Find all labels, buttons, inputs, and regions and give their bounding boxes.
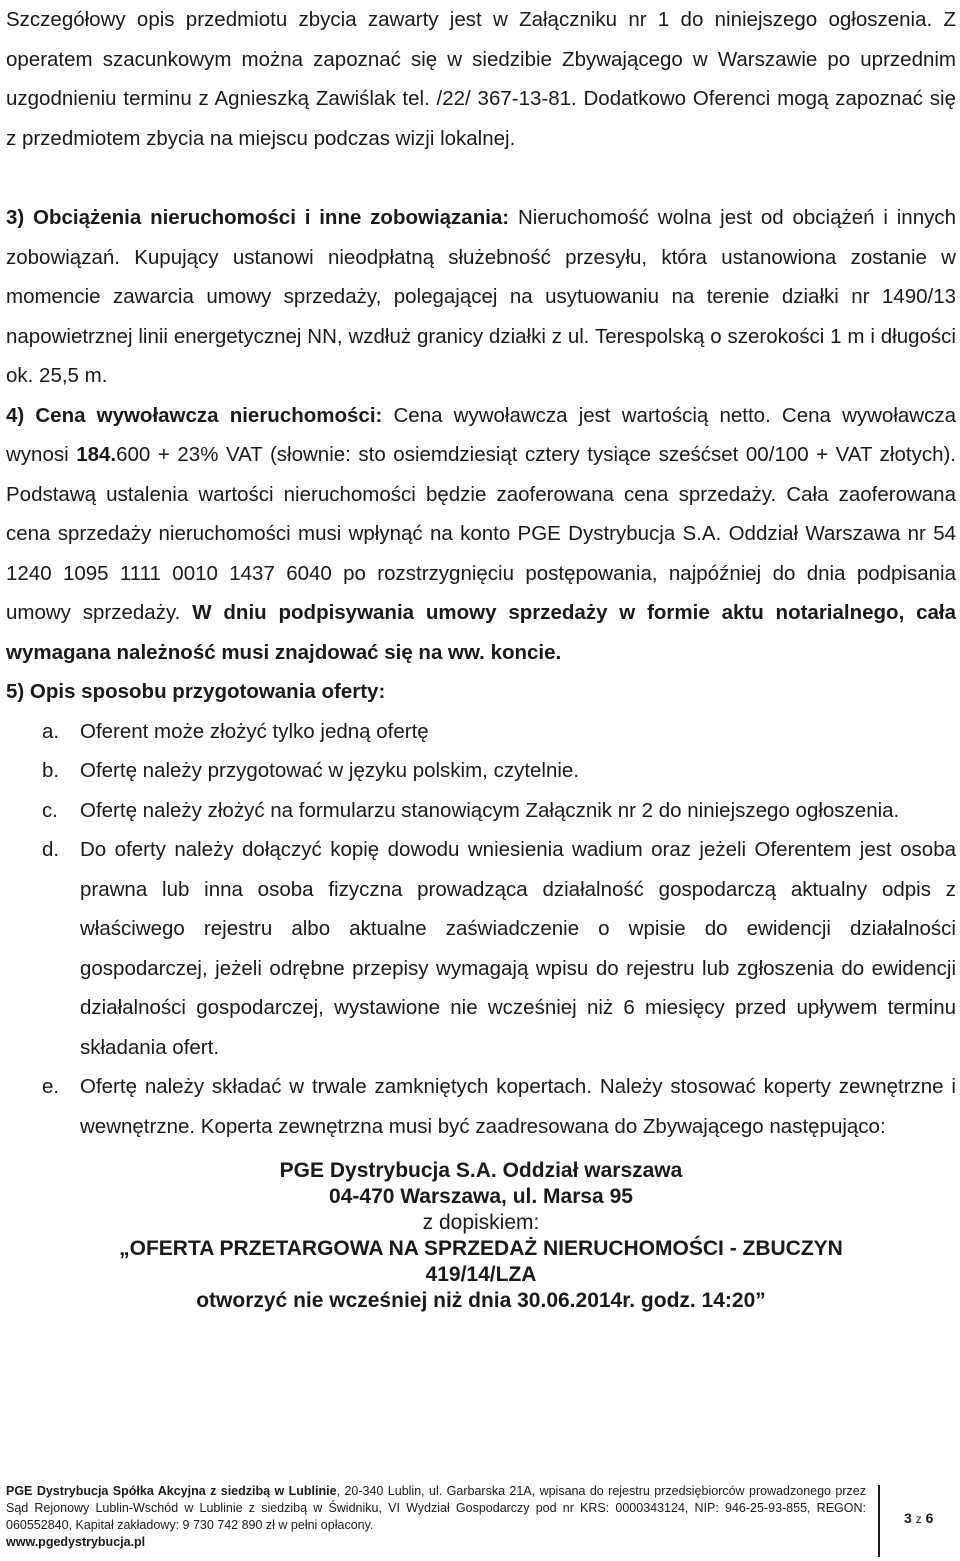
- address-open-date: otworzyć nie wcześniej niż dnia 30.06.2014r. godz. 14:20”: [196, 1289, 766, 1312]
- address-note-label: z dopiskiem:: [422, 1211, 540, 1234]
- section-4: [6, 396, 956, 673]
- address-street: 04-470 Warszawa, ul. Marsa 95: [329, 1185, 633, 1208]
- list-letter: a.: [42, 719, 60, 743]
- footer-company-info: [6, 1483, 866, 1551]
- page-total: 6: [925, 1510, 934, 1526]
- section-4-heading: 4) Cena wywoławcza nieruchomości:: [6, 403, 383, 427]
- list-text: Ofertę należy przygotować w języku polskim, czytelnie.: [80, 759, 580, 782]
- list-item: [6, 712, 956, 752]
- address-offer-title: „OFERTA PRZETARGOWA NA SPRZEDAŻ NIERUCHOMOŚCI - ZBUCZYN: [119, 1237, 843, 1260]
- list-text: Do oferty należy dołączyć kopię dowodu wniesienia wadium oraz jeżeli Oferentem jest osoba prawna lub inna osoba fizyczna prowadząca działalność gospodarczą aktualny odpis z właściwego rejestru albo aktualne zaświadczenie o wpisie do ewidencji działalności gospodarczej, jeżeli odrębne przepisy wymagają wpisu do rejestru lub zgłoszenia do ewidencji działalności gospodarczej, wystawione nie wcześniej niż 6 miesięcy przed upływem terminu składania ofert.: [80, 838, 956, 1059]
- footer-website: www.pgedystrybucja.pl: [6, 1535, 146, 1549]
- address-reference: 419/14/LZA: [425, 1263, 537, 1286]
- list-letter: c.: [42, 798, 58, 822]
- list-text: Oferent może złożyć tylko jedną ofertę: [80, 719, 429, 743]
- section-3: [6, 198, 956, 396]
- spacer: [6, 158, 956, 198]
- footer-divider: [878, 1485, 880, 1557]
- section-4-price: 184.: [76, 443, 117, 466]
- document-page: [6, 0, 956, 1314]
- section-5-heading: 5) Opis sposobu przygotowania oferty:: [6, 680, 386, 703]
- section-3-text: Nieruchomość wolna jest od obciążeń i innych zobowiązań. Kupujący ustanowi nieodpłatną służebność przesyłu, która ustanowiona zostanie w momencie zawarcia umowy sprzedaży, polegającej na usytuowaniu na terenie działki nr 1490/13 napowietrznej linii energetycznej NN, wzdłuż granicy działki z ul. Terespolską o szerokości 1 m i długości ok. 25,5 m.: [6, 206, 956, 387]
- spacer: [6, 1146, 956, 1158]
- list-text: Ofertę należy składać w trwale zamkniętych kopertach. Należy stosować koperty zewnętrzne i wewnętrzne. Koperta zewnętrzna musi być zaadresowana do Zbywającego następująco:: [80, 1075, 956, 1138]
- page-footer: [6, 1483, 954, 1557]
- address-company: PGE Dystrybucja S.A. Oddział warszawa: [279, 1159, 683, 1182]
- list-item: [6, 1067, 956, 1146]
- list-item: [6, 830, 956, 1067]
- page-sep: z: [915, 1512, 922, 1526]
- list-letter: b.: [42, 759, 60, 782]
- section-3-heading: 3) Obciążenia nieruchomości i inne zobowiązania:: [6, 206, 510, 229]
- page-number: [904, 1510, 933, 1528]
- intro-paragraph: Szczegółowy opis przedmiotu zbycia zawarty jest w Załączniku nr 1 do niniejszego ogłoszenia. Z operatem szacunkowym można zapoznać się w siedzibie Zbywającego w Warszawie po uprzednim uzgodnieniu terminu z Agnieszką Zawiślak tel. /22/ 367-13-81. Dodatkowo Oferenci mogą zapoznać się z przedmiotem zbycia na miejscu podczas wizji lokalnej.: [6, 8, 956, 150]
- section-4-text-1: Cena wywoławcza jest wartością netto. Cena wywoławcza wynosi: [6, 403, 956, 466]
- list-item: [6, 751, 956, 791]
- section-4-text-2: 600 + 23% VAT (słownie: sto osiemdziesiąt cztery tysiące sześćset 00/100 + VAT złotych). Podstawą ustalenia wartości nieruchomości będzie zaoferowana cena sprzedaży. Cała zaoferowana cena sprzedaży nieruchomości musi wpłynąć na konto PGE Dystrybucja S.A. Oddział Warszawa nr 54 1240 1095 1111 0010 1437 6040 po rozstrzygnięciu postępowania, najpóźniej do dnia podpisania umowy sprzedaży.: [6, 443, 957, 624]
- footer-company-details: , 20-340 Lublin, ul. Garbarska 21A, wpisana do rejestru przedsiębiorców prowadzonego przez Sąd Rejonowy Lublin-Wschód w Lublinie z siedzibą w Świdniku, VI Wydział Gospodarczy pod nr KRS: 0000343124, NIP: 946-25-93-855, REGON: 060552840, Kapitał zakładowy: 9 730 742 890 zł w pełni opłacony.: [6, 1484, 866, 1532]
- list-text: Ofertę należy złożyć na formularzu stanowiącym Załącznik nr 2 do niniejszego ogłoszenia.: [80, 798, 900, 822]
- section-4-bold-note: W dniu podpisywania umowy sprzedaży w formie aktu notarialnego, cała wymagana należność musi znajdować się na ww. koncie.: [6, 601, 956, 664]
- list-item: [6, 791, 956, 831]
- list-letter: e.: [42, 1075, 60, 1098]
- footer-company-name: PGE Dystrybucja Spółka Akcyjna z siedzibą w Lublinie: [6, 1484, 337, 1498]
- page-current: 3: [904, 1510, 912, 1526]
- list-letter: d.: [42, 838, 60, 861]
